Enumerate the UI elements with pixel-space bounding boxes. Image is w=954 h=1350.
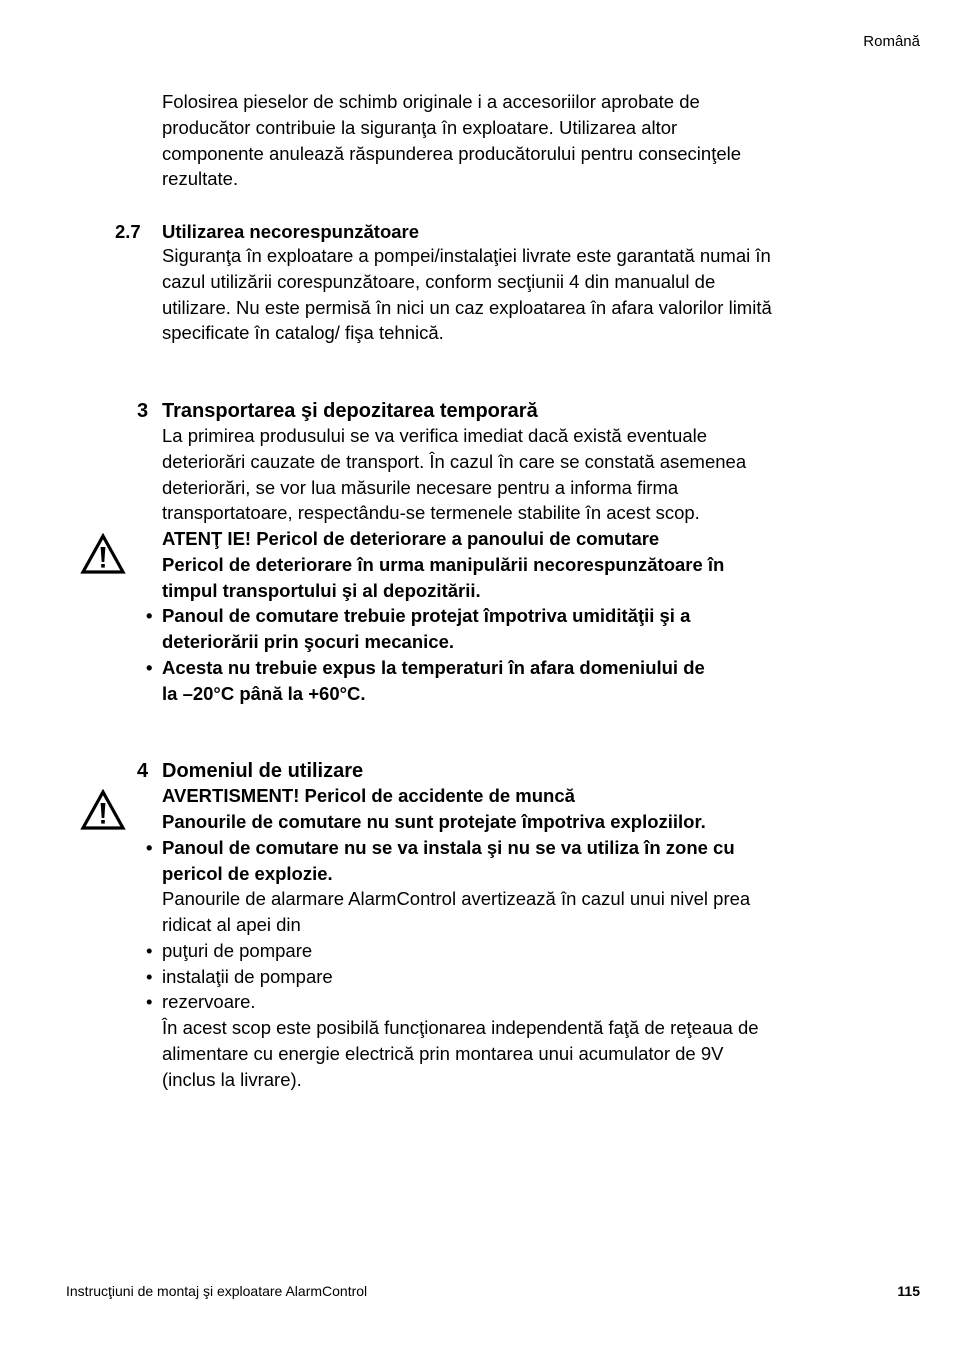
- section-body: [162, 886, 842, 938]
- bullet-marker: •: [146, 837, 153, 858]
- section-heading: Domeniul de utilizare: [162, 760, 364, 782]
- footer-title: Instrucţiuni de montaj şi exploatare AlarmControl: [66, 1283, 368, 1299]
- text-line: ridicat al apei din: [162, 913, 301, 935]
- text-line: Panoul de comutare trebuie protejat împotriva umidităţii şi a: [162, 605, 691, 626]
- warning-message: [162, 526, 842, 603]
- list-item: instalaţii de pompare: [162, 966, 333, 987]
- text-line: componente anulează răspunderea producătorului pentru consecinţele: [162, 142, 742, 164]
- text-line: timpul transportului şi al depozitării.: [162, 579, 481, 601]
- text-line: cazul utilizării corespunzătoare, conform secţiunii 4 din manualul de: [162, 270, 716, 292]
- text-line: În acest scop este posibilă funcţionarea independentă faţă de reţeaua de: [162, 1017, 759, 1038]
- section-heading: Transportarea şi depozitarea temporară: [162, 400, 538, 422]
- text-line: alimentare cu energie electrică prin montarea unui acumulator de 9V: [162, 1042, 724, 1064]
- text-line: Acesta nu trebuie expus la temperaturi în afara domeniului de: [162, 657, 705, 678]
- intro-paragraph: [162, 89, 842, 192]
- list-item: rezervoare.: [162, 991, 256, 1012]
- page-language: Română: [863, 33, 920, 50]
- bullet-marker: •: [146, 605, 153, 626]
- list-item: [162, 655, 842, 707]
- text-line: Siguranţa în exploatare a pompei/instalaţiei livrate este garantată numai în: [162, 245, 771, 266]
- text-line: specificate în catalog/ fişa tehnică.: [162, 322, 444, 344]
- text-line: Pericol de deteriorare în urma manipulării necorespunzătoare în: [162, 553, 725, 575]
- section-body: [162, 1015, 842, 1092]
- warning-title: AVERTISMENT! Pericol de accidente de muncă: [162, 785, 575, 806]
- list-item: puţuri de pompare: [162, 940, 313, 961]
- text-line: la –20°C până la +60°C.: [162, 682, 366, 704]
- text-line: pericol de explozie.: [162, 862, 333, 884]
- bullet-marker: •: [146, 940, 153, 961]
- text-line: Panourile de comutare nu sunt protejate împotriva exploziilor.: [162, 810, 706, 832]
- warning-triangle-icon: [80, 533, 126, 575]
- text-line: deteriorării prin şocuri mecanice.: [162, 630, 454, 652]
- warning-title: ATENŢ IE! Pericol de deteriorare a panoului de comutare: [162, 528, 660, 549]
- bullet-marker: •: [146, 966, 153, 987]
- text-line: rezultate.: [162, 168, 239, 190]
- list-item: [162, 603, 842, 655]
- text-line: Panoul de comutare nu se va instala şi nu se va utiliza în zone cu: [162, 837, 735, 858]
- text-line: utilizare. Nu este permisă în nici un caz exploatarea în afara valorilor limită: [162, 296, 772, 318]
- text-line: La primirea produsului se va verifica imediat dacă există eventuale: [162, 425, 708, 446]
- section-body: [162, 423, 842, 526]
- text-line: (inclus la livrare).: [162, 1068, 302, 1090]
- bullet-marker: •: [146, 991, 153, 1012]
- text-line: Panourile de alarmare AlarmControl avertizează în cazul unui nivel prea: [162, 888, 751, 909]
- list-item: [162, 835, 842, 887]
- section-title: Utilizarea necorespunzătoare: [162, 221, 420, 242]
- bullet-marker: •: [146, 657, 153, 678]
- text-line: producător contribuie la siguranţa în exploatare. Utilizarea altor: [162, 116, 678, 138]
- section-number: 2.7: [115, 221, 141, 242]
- section-body: [162, 243, 842, 346]
- page-number: 115: [897, 1283, 920, 1299]
- warning-triangle-icon: [80, 789, 126, 831]
- warning-message: [162, 783, 842, 835]
- text-line: Folosirea pieselor de schimb originale i a accesoriilor aprobate de: [162, 91, 700, 112]
- text-line: transportatoare, respectându-se termenele stabilite în acest scop.: [162, 502, 700, 524]
- section-number: 3: [137, 400, 149, 422]
- text-line: deteriorări, se vor lua măsurile necesare pentru a informa firma: [162, 476, 679, 498]
- text-line: deteriorări cauzate de transport. În cazul în care se constată asemenea: [162, 450, 747, 472]
- section-number: 4: [137, 760, 149, 782]
